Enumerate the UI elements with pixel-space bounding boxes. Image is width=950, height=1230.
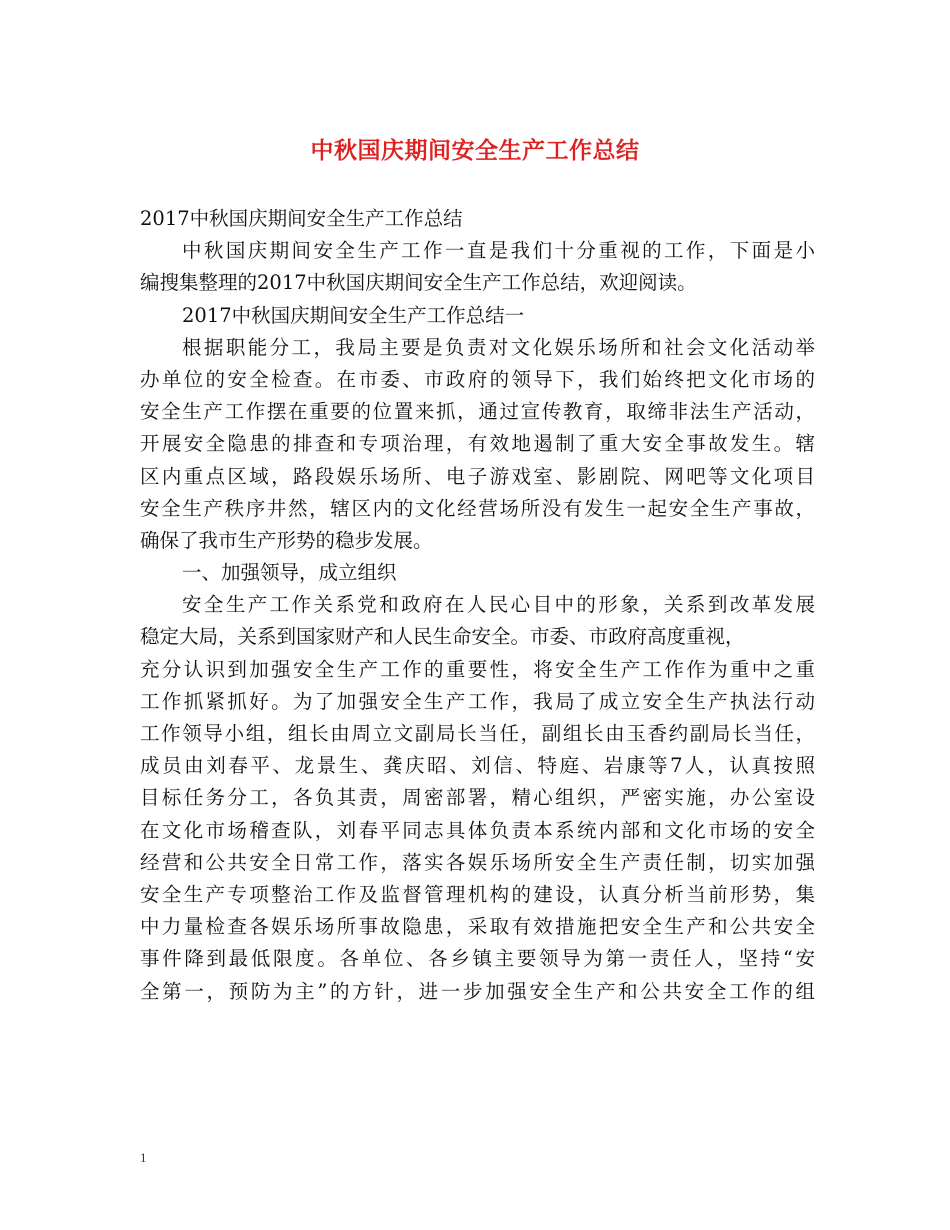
body-line: 确保了我市生产形势的稳步发展。 xyxy=(140,528,433,552)
body-line: 安全生产专项整治工作及监督管理机构的建设，认真分析当前形势，集 xyxy=(140,882,815,906)
body-line: 开展安全隐患的排查和专项治理，有效地遏制了重大安全事故发生。辖 xyxy=(140,432,815,456)
body-line: 目标任务分工，各负其责，周密部署，精心组织，严密实施，办公室设 xyxy=(140,786,815,810)
body-line: 区内重点区域，路段娱乐场所、电子游戏室、影剧院、网吧等文化项目 xyxy=(140,464,815,488)
body-line: 2017中秋国庆期间安全生产工作总结一 xyxy=(182,303,525,327)
body-line: 经营和公共安全日常工作，落实各娱乐场所安全生产责任制，切实加强 xyxy=(140,850,815,874)
document-body xyxy=(140,203,815,1008)
body-line: 安全生产工作摆在重要的位置来抓，通过宣传教育，取缔非法生产活动， xyxy=(140,400,815,424)
body-line: 安全生产工作关系党和政府在人民心目中的形象，关系到改革发展 xyxy=(182,593,815,617)
body-line: 全第一，预防为主”的方针，进一步加强安全生产和公共安全工作的组 xyxy=(140,979,815,1003)
body-line: 工作领导小组，组长由周立文副局长当任，副组长由玉香约副局长当任， xyxy=(140,722,815,745)
body-line: 充分认识到加强安全生产工作的重要性，将安全生产工作作为重中之重 xyxy=(140,657,815,681)
body-line: 稳定大局，关系到国家财产和人民生命安全。市委、市政府高度重视， xyxy=(140,625,745,649)
body-line: 工作抓紧抓好。为了加强安全生产工作，我局了成立安全生产执法行动 xyxy=(140,689,815,713)
body-line: 安全生产秩序井然，辖区内的文化经营场所没有发生一起安全生产事故， xyxy=(140,496,815,520)
body-line: 根据职能分工，我局主要是负责对文化娱乐场所和社会文化活动举 xyxy=(182,335,815,359)
body-line: 办单位的安全检查。在市委、市政府的领导下，我们始终把文化市场的 xyxy=(140,367,815,391)
body-line: 2017中秋国庆期间安全生产工作总结 xyxy=(140,207,463,230)
body-line: 编搜集整理的2017中秋国庆期间安全生产工作总结，欢迎阅读。 xyxy=(140,271,697,295)
document-title: 中秋国庆期间安全生产工作总结 xyxy=(310,137,640,164)
body-line: 在文化市场稽查队，刘春平同志具体负责本系统内部和文化市场的安全 xyxy=(140,818,815,842)
body-line: 事件降到最低限度。各单位、各乡镇主要领导为第一责任人，坚持“安 xyxy=(140,947,815,971)
page-number: 1 xyxy=(140,1150,147,1165)
body-line: 中秋国庆期间安全生产工作一直是我们十分重视的工作，下面是小 xyxy=(182,239,815,263)
body-line: 成员由刘春平、龙景生、龚庆昭、刘信、特庭、岩康等7人，认真按照 xyxy=(140,754,815,778)
body-line: 一、加强领导，成立组织 xyxy=(182,561,397,585)
body-line: 中力量检查各娱乐场所事故隐患，采取有效措施把安全生产和公共安全 xyxy=(140,915,815,939)
